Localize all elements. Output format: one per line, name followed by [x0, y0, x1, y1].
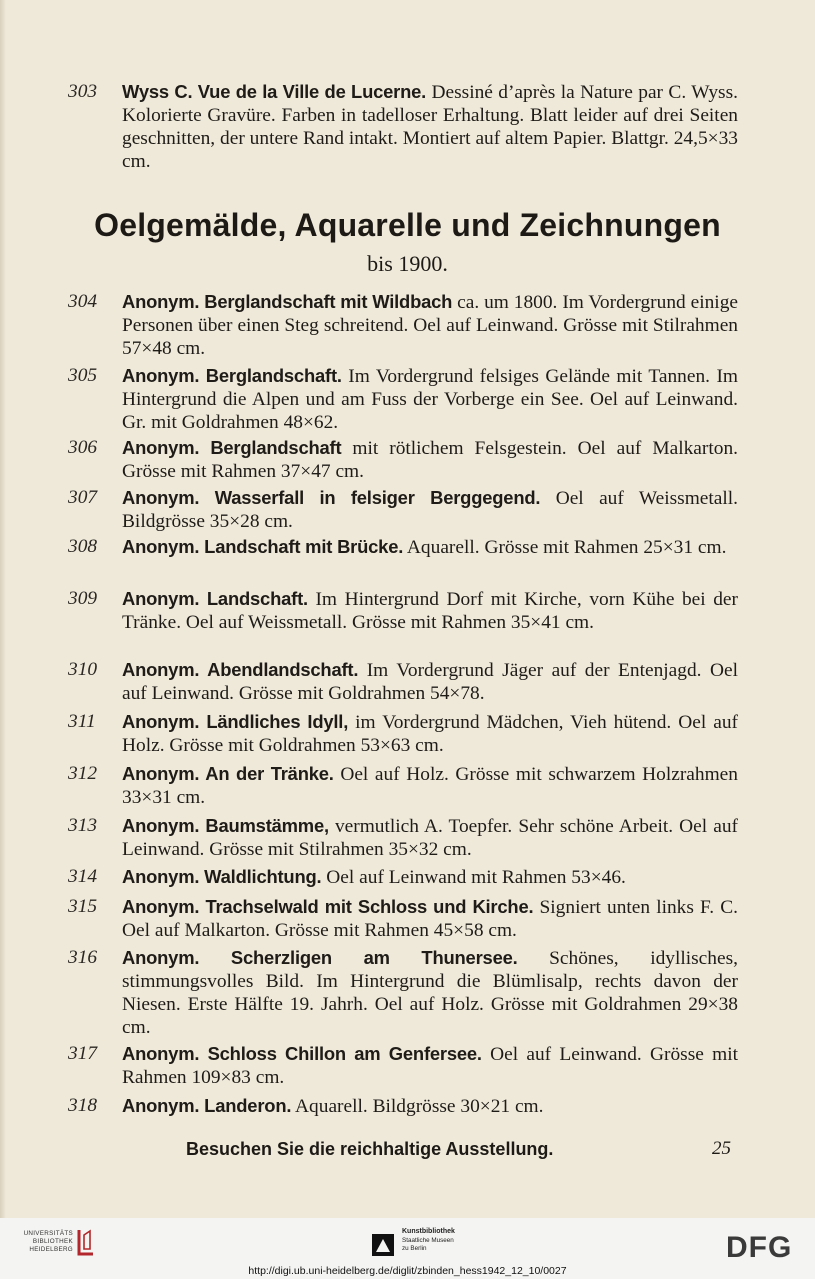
library-emblem-icon — [76, 1228, 96, 1256]
entry-title: Anonym. Baumstämme, — [122, 815, 329, 836]
entry-number: 309 — [68, 588, 98, 609]
library-line-2: BIBLIOTHEK — [32, 1238, 73, 1245]
entry-description: Oel auf Leinwand mit Rahmen 53×46. — [321, 867, 626, 888]
entry-description: Aquarell. Bildgrösse 30×21 cm. — [291, 1096, 544, 1117]
entry-description: im Vordergrund Mädchen, Vieh hütend. Oel auf Holz. Grösse mit Goldrahmen 53×63 cm. — [122, 712, 739, 756]
catalog-entry — [68, 946, 738, 1039]
entry-number: 304 — [68, 291, 98, 312]
entry-title: Anonym. Ländliches Idyll, — [122, 711, 349, 732]
entry-number: 308 — [68, 536, 98, 557]
entry-description: Oel auf Weissmetall. Bildgrösse 35×28 cm. — [122, 488, 738, 532]
entry-title: Anonym. Landeron. — [122, 1095, 292, 1116]
section-subheading: bis 1900. — [367, 251, 448, 276]
entry-title: Anonym. Abendlandschaft. — [122, 659, 359, 680]
entry-title: Anonym. Berglandschaft mit Wildbach — [122, 291, 453, 312]
catalog-entry — [68, 535, 738, 559]
library-line-3: HEIDELBERG — [29, 1246, 73, 1253]
entry-number: 314 — [68, 866, 98, 887]
catalog-entry — [68, 710, 738, 757]
catalog-entry — [68, 436, 738, 483]
entry-title: Anonym. Wasserfall in felsiger Berggegend. — [122, 487, 541, 508]
catalog-entry — [68, 1042, 738, 1089]
catalog-entry — [68, 865, 738, 889]
entry-number: 303 — [68, 81, 98, 102]
catalog-entry — [68, 762, 738, 809]
entry-title: Anonym. Trachselwald mit Schloss und Kirche. — [122, 896, 534, 917]
library-line-1: UNIVERSITÄTS — [23, 1230, 73, 1237]
page-edge-shadow — [0, 0, 6, 1218]
entry-description: Im Hintergrund Dorf mit Kirche, vorn Kühe bei der Tränke. Oel auf Weissmetall. Grösse mit Rahmen 35×41 cm. — [122, 589, 738, 633]
entry-number: 307 — [68, 487, 98, 508]
entry-description: Im Vordergrund Jäger auf der Entenjagd. Oel auf Leinwand. Grösse mit Goldrahmen 54×78. — [122, 660, 738, 704]
heidelberg-library-logo[interactable] — [11, 1230, 73, 1254]
entry-title: Anonym. An der Tränke. — [122, 763, 334, 784]
entry-description: Dessiné d’après la Nature par C. Wyss. Kolorierte Gravüre. Farben in tadelloser Erhaltung. Blatt leider auf drei Seiten geschnitten, der untere Rand intakt. Montiert auf altem Papier. Blattgr. 24,5×33 cm. — [122, 82, 738, 172]
entry-description: ca. um 1800. Im Vordergrund einige Personen über einen Steg schreitend. Oel auf Leinwand. Grösse mit Stilrahmen 57×48 cm. — [122, 292, 738, 359]
catalog-entry — [68, 1094, 738, 1118]
entry-title: Anonym. Berglandschaft — [122, 437, 342, 458]
museum-mark-icon — [372, 1234, 394, 1256]
entry-description: Signiert unten links F. C. Oel auf Malkarton. Grösse mit Rahmen 45×58 cm. — [122, 897, 739, 941]
entry-description: Schönes, idyllisches, stimmungsvolles Bild. Im Hintergrund die Blümlisalp, rechts davon der Niesen. Erste Hälfte 19. Jahrh. Oel auf Holz. Grösse mit Goldrahmen 29×38 cm. — [122, 948, 738, 1038]
entry-number: 315 — [68, 896, 98, 917]
entry-description: Aquarell. Grösse mit Rahmen 25×31 cm. — [403, 537, 727, 558]
catalog-entry — [68, 486, 738, 533]
section-heading: Oelgemälde, Aquarelle und Zeichnungen — [94, 207, 721, 243]
entry-number: 313 — [68, 815, 98, 836]
museum-name: Kunstbibliothek — [402, 1228, 455, 1235]
page-number: 25 — [712, 1138, 731, 1159]
catalog-entry — [68, 895, 738, 942]
entry-title: Anonym. Berglandschaft. — [122, 365, 342, 386]
catalog-entry — [68, 658, 738, 705]
catalog-entry — [68, 587, 738, 634]
entry-number: 311 — [68, 711, 96, 732]
entry-description: Oel auf Holz. Grösse mit schwarzem Holzrahmen 33×31 cm. — [122, 764, 738, 808]
catalog-entry — [68, 364, 738, 434]
museum-subtitle: Staatliche Museen — [402, 1237, 454, 1244]
entry-number: 312 — [68, 763, 98, 784]
entry-description: vermutlich A. Toepfer. Sehr schöne Arbeit. Oel auf Leinwand. Grösse mit Stilrahmen 35×32 cm. — [122, 816, 738, 860]
entry-number: 316 — [68, 947, 98, 968]
entry-number: 310 — [68, 659, 98, 680]
entry-title: Wyss C. Vue de la Ville de Lucerne. — [122, 81, 427, 102]
entry-number: 305 — [68, 365, 98, 386]
source-url[interactable]: http://digi.ub.uni-heidelberg.de/diglit/zbinden_hess1942_12_10/0027 — [248, 1265, 567, 1277]
catalog-entry — [68, 290, 738, 360]
entry-description: Oel auf Leinwand. Grösse mit Rahmen 109×83 cm. — [122, 1044, 738, 1088]
dfg-logo[interactable]: DFG — [726, 1231, 793, 1264]
catalog-entry — [68, 80, 738, 173]
entry-title: Anonym. Scherzligen am Thunersee. — [122, 947, 518, 968]
footer-slogan: Besuchen Sie die reichhaltige Ausstellung. — [186, 1139, 554, 1159]
entry-title: Anonym. Waldlichtung. — [122, 866, 322, 887]
entry-number: 317 — [68, 1043, 98, 1064]
entry-description: mit rötlichem Felsgestein. Oel auf Malkarton. Grösse mit Rahmen 37×47 cm. — [122, 438, 738, 482]
museum-city: zu Berlin — [402, 1245, 427, 1252]
entry-number: 318 — [68, 1095, 98, 1116]
entry-number: 306 — [68, 437, 98, 458]
entry-title: Anonym. Landschaft mit Brücke. — [122, 536, 404, 557]
entry-title: Anonym. Landschaft. — [122, 588, 308, 609]
catalog-entry — [68, 814, 738, 861]
entry-title: Anonym. Schloss Chillon am Genfersee. — [122, 1043, 482, 1064]
entry-description: Im Vordergrund felsiges Gelände mit Tannen. Im Hintergrund die Alpen und am Fuss der Vorberge ein See. Oel auf Leinwand. Gr. mit Goldrahmen 48×62. — [122, 366, 738, 433]
